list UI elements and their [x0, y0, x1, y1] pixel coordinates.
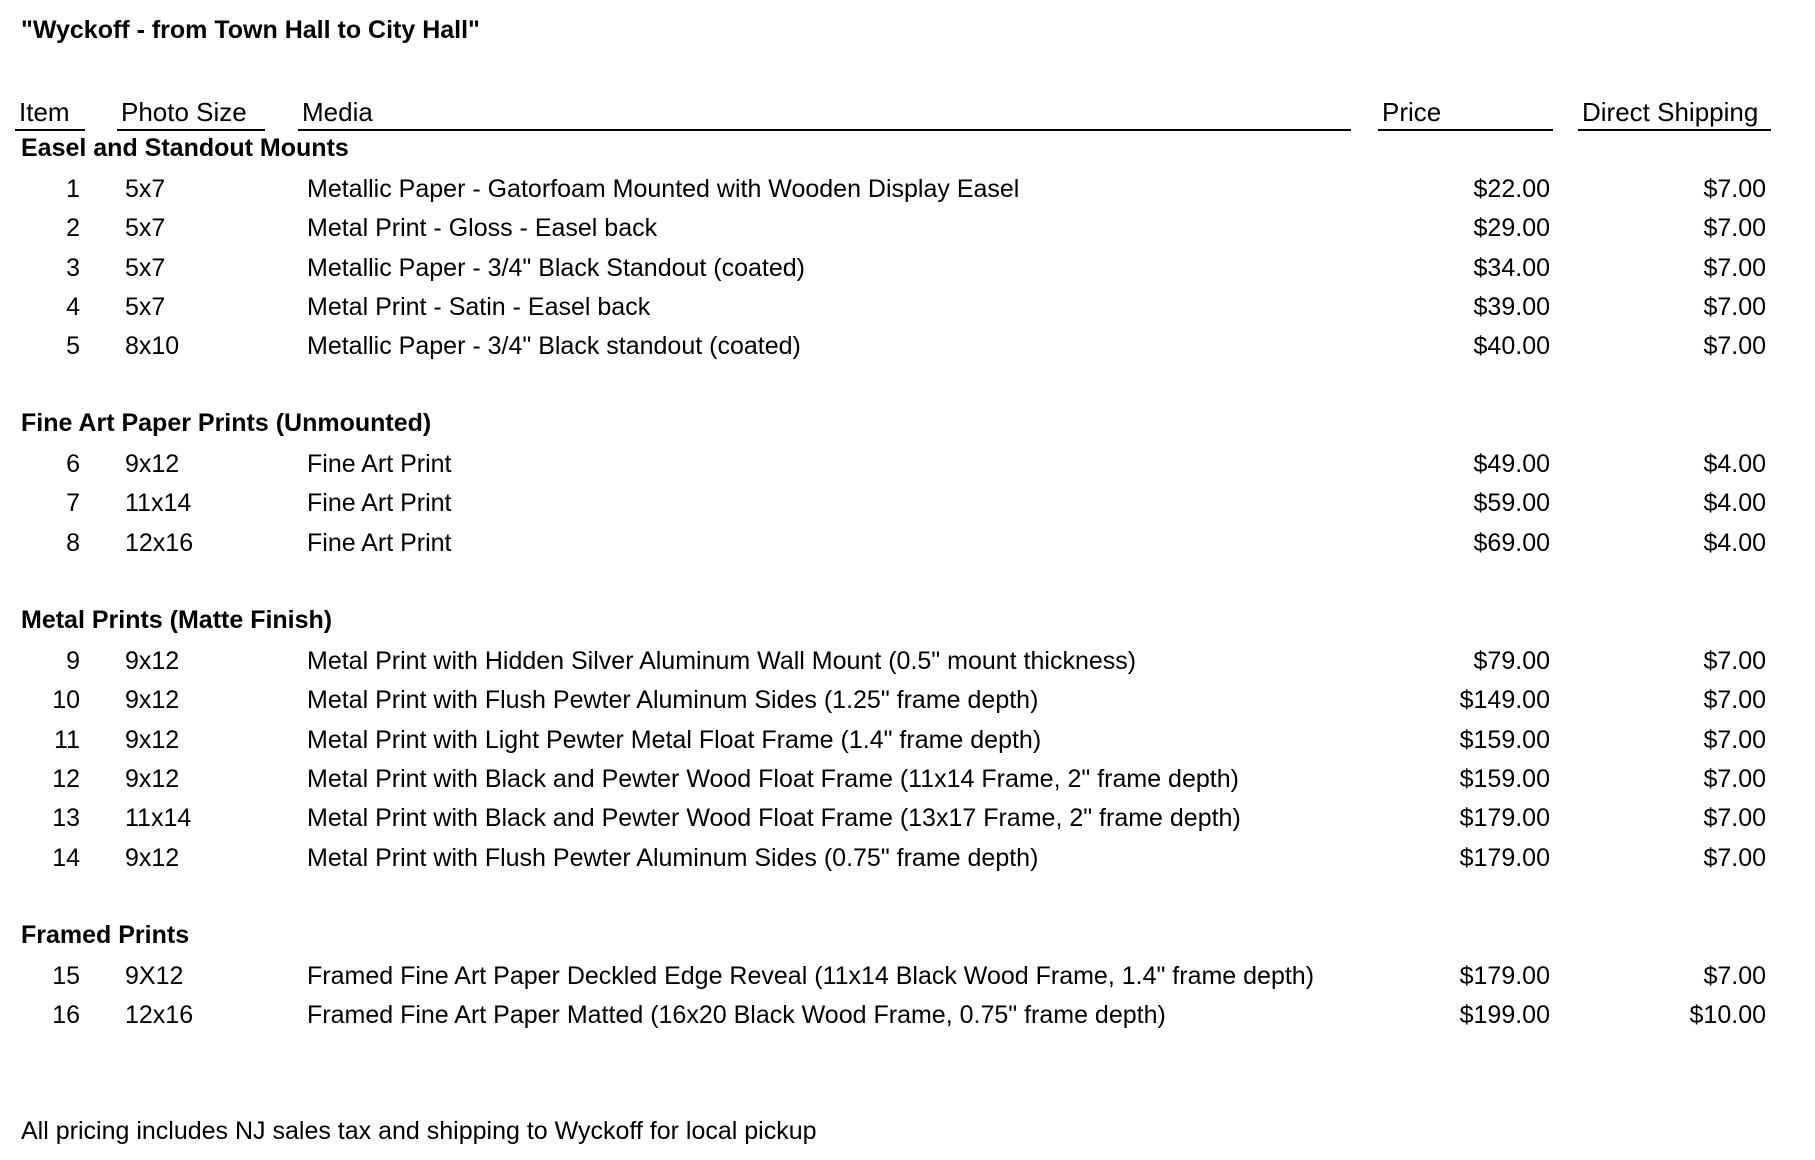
document-title: "Wyckoff - from Town Hall to City Hall"	[21, 16, 480, 44]
media-cell: Framed Fine Art Paper Matted (16x20 Black Wood Frame, 0.75" frame depth)	[307, 1001, 1166, 1030]
shipping-cell: $4.00	[1703, 450, 1766, 478]
shipping-cell: $7.00	[1703, 764, 1766, 793]
table-row	[0, 957, 1815, 995]
photo-size-cell: 5x7	[125, 292, 166, 321]
shipping-cell: $7.00	[1703, 725, 1766, 754]
media-cell: Metal Print with Black and Pewter Wood Float Frame (13x17 Frame, 2" frame depth)	[307, 804, 1241, 833]
item-cell: 12	[52, 764, 80, 793]
price-cell: $79.00	[1473, 647, 1550, 675]
media-cell: Metal Print - Gloss - Easel back	[307, 214, 658, 243]
price-cell: $22.00	[1473, 175, 1550, 203]
header-direct-shipping-label: Direct Shipping	[1582, 97, 1759, 127]
table-row	[0, 170, 1815, 208]
media-cell: Metal Print with Hidden Silver Aluminum Wall Mount (0.5" mount thickness)	[307, 647, 1137, 675]
table-row	[0, 839, 1815, 877]
price-cell: $179.00	[1459, 804, 1550, 833]
header-direct-shipping	[1578, 95, 1771, 131]
price-cell: $39.00	[1473, 292, 1550, 321]
media-cell: Metallic Paper - 3/4" Black Standout (coated)	[307, 253, 806, 282]
item-cell: 6	[66, 450, 80, 478]
media-cell: Metal Print with Flush Pewter Aluminum Sides (1.25" frame depth)	[307, 686, 1039, 715]
photo-size-cell: 9x12	[125, 725, 180, 754]
footnote: All pricing includes NJ sales tax and shipping to Wyckoff for local pickup	[21, 1117, 817, 1145]
media-cell: Fine Art Print	[307, 528, 452, 557]
price-cell: $40.00	[1473, 332, 1550, 361]
media-cell: Framed Fine Art Paper Deckled Edge Reveal (11x14 Black Wood Frame, 1.4" frame depth)	[307, 962, 1315, 990]
photo-size-cell: 5x7	[125, 253, 166, 282]
header-item	[15, 95, 85, 131]
shipping-cell: $7.00	[1703, 804, 1766, 833]
media-cell: Metal Print with Flush Pewter Aluminum Sides (0.75" frame depth)	[307, 843, 1039, 872]
shipping-cell: $10.00	[1689, 1001, 1766, 1030]
photo-size-cell: 11x14	[125, 804, 192, 833]
photo-size-cell: 9x12	[125, 764, 180, 793]
item-cell: 14	[52, 843, 80, 872]
item-cell: 15	[52, 962, 80, 990]
item-cell: 3	[66, 253, 80, 282]
price-cell: $149.00	[1459, 686, 1550, 715]
media-cell: Metal Print with Black and Pewter Wood Float Frame (11x14 Frame, 2" frame depth)	[307, 764, 1239, 793]
media-cell: Metallic Paper - Gatorfoam Mounted with Wooden Display Easel	[307, 175, 1020, 203]
table-row	[0, 760, 1815, 798]
item-cell: 5	[66, 332, 80, 361]
item-cell: 10	[52, 686, 80, 715]
media-cell: Fine Art Print	[307, 489, 452, 518]
price-cell: $159.00	[1459, 725, 1550, 754]
header-price	[1378, 95, 1553, 131]
price-cell: $34.00	[1473, 253, 1550, 282]
table-row	[0, 249, 1815, 287]
header-media	[298, 95, 1351, 131]
section-title: Metal Prints (Matte Finish)	[21, 606, 333, 634]
photo-size-cell: 8x10	[125, 332, 180, 361]
photo-size-cell: 9x12	[125, 686, 180, 715]
section-title: Fine Art Paper Prints (Unmounted)	[21, 409, 432, 437]
shipping-cell: $7.00	[1703, 253, 1766, 282]
media-cell: Metal Print with Light Pewter Metal Float Frame (1.4" frame depth)	[307, 725, 1042, 754]
item-cell: 4	[66, 292, 80, 321]
price-cell: $199.00	[1459, 1001, 1550, 1030]
price-cell: $179.00	[1459, 843, 1550, 872]
table-row	[0, 327, 1815, 365]
item-cell: 2	[66, 214, 80, 243]
photo-size-cell: 9x12	[125, 450, 180, 478]
price-cell: $159.00	[1459, 764, 1550, 793]
shipping-cell: $7.00	[1703, 843, 1766, 872]
shipping-cell: $4.00	[1703, 489, 1766, 518]
section-title: Framed Prints	[21, 921, 190, 949]
table-row	[0, 642, 1815, 680]
shipping-cell: $7.00	[1703, 647, 1766, 675]
table-row	[0, 996, 1815, 1034]
table-row	[0, 209, 1815, 247]
price-cell: $29.00	[1473, 214, 1550, 243]
price-cell: $179.00	[1459, 962, 1550, 990]
shipping-cell: $7.00	[1703, 962, 1766, 990]
table-row	[0, 524, 1815, 562]
header-media-label: Media	[302, 97, 373, 127]
shipping-cell: $7.00	[1703, 332, 1766, 361]
table-row	[0, 484, 1815, 522]
table-row	[0, 445, 1815, 483]
shipping-cell: $7.00	[1703, 292, 1766, 321]
section-title: Easel and Standout Mounts	[21, 134, 349, 162]
item-cell: 13	[52, 804, 80, 833]
table-row	[0, 721, 1815, 759]
header-item-label: Item	[19, 97, 70, 127]
photo-size-cell: 9x12	[125, 647, 180, 675]
media-cell: Metallic Paper - 3/4" Black standout (coated)	[307, 332, 801, 361]
header-price-label: Price	[1382, 97, 1442, 127]
photo-size-cell: 9x12	[125, 843, 180, 872]
shipping-cell: $7.00	[1703, 686, 1766, 715]
shipping-cell: $4.00	[1703, 528, 1766, 557]
photo-size-cell: 12x16	[125, 528, 194, 557]
photo-size-cell: 11x14	[125, 489, 192, 518]
media-cell: Fine Art Print	[307, 450, 452, 478]
item-cell: 9	[66, 647, 80, 675]
photo-size-cell: 5x7	[125, 175, 166, 203]
photo-size-cell: 12x16	[125, 1001, 194, 1030]
shipping-cell: $7.00	[1703, 214, 1766, 243]
shipping-cell: $7.00	[1703, 175, 1766, 203]
price-cell: $69.00	[1473, 528, 1550, 557]
photo-size-cell: 5x7	[125, 214, 166, 243]
item-cell: 8	[66, 528, 80, 557]
photo-size-cell: 9X12	[125, 962, 184, 990]
item-cell: 11	[54, 725, 80, 754]
item-cell: 7	[66, 489, 80, 518]
price-cell: $59.00	[1473, 489, 1550, 518]
header-photo-size-label: Photo Size	[121, 97, 247, 127]
table-row	[0, 288, 1815, 326]
item-cell: 16	[52, 1001, 80, 1030]
table-row	[0, 799, 1815, 837]
header-photo-size	[117, 95, 265, 131]
price-cell: $49.00	[1473, 450, 1550, 478]
media-cell: Metal Print - Satin - Easel back	[307, 292, 651, 321]
table-row	[0, 681, 1815, 719]
item-cell: 1	[66, 175, 80, 203]
